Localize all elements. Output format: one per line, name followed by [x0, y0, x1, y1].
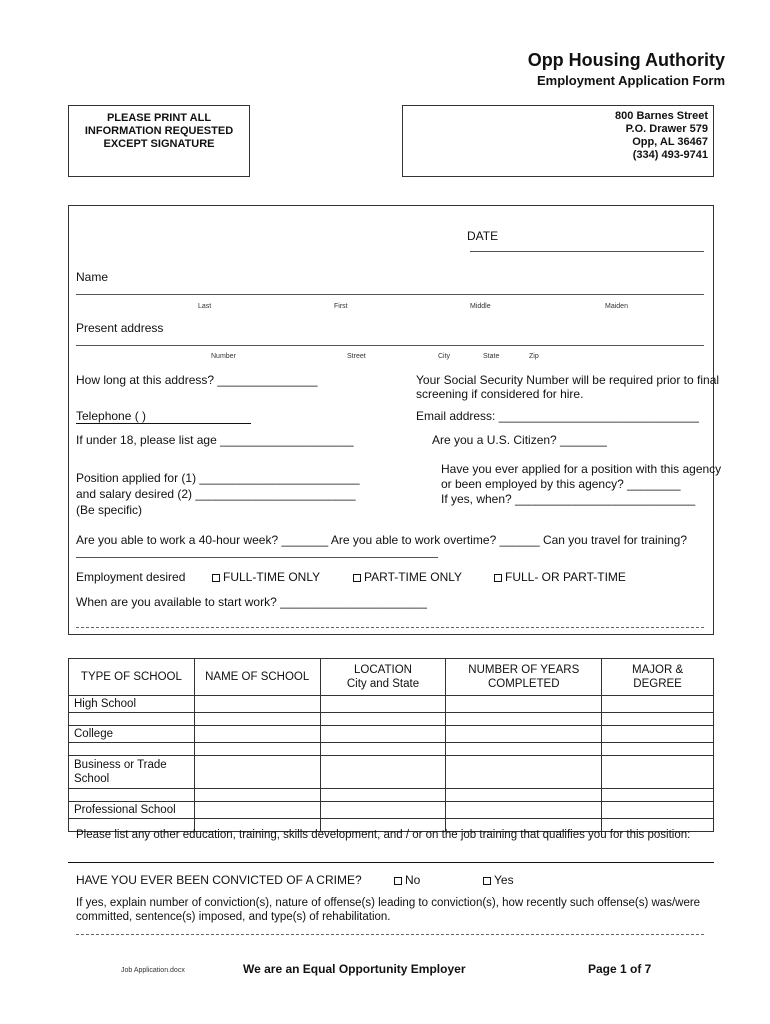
table-cell[interactable]	[602, 756, 714, 789]
address-part-city: City	[438, 353, 451, 360]
education-table	[68, 658, 714, 832]
table-cell[interactable]	[69, 789, 195, 802]
crime-explain-field[interactable]	[76, 934, 704, 935]
work-questions[interactable]: Are you able to work a 40-hour week? _______ Are you able to work overtime? ______ Can you travel for training?	[76, 533, 688, 547]
header-name-of-school: NAME OF SCHOOL	[194, 659, 320, 696]
table-cell[interactable]	[446, 743, 602, 756]
crime-no-option[interactable]: No	[394, 873, 420, 887]
header-type-of-school: TYPE OF SCHOOL	[69, 659, 195, 696]
telephone-label: Telephone ( )	[76, 409, 147, 423]
table-cell[interactable]	[194, 726, 320, 743]
table-cell[interactable]	[69, 713, 195, 726]
date-label: DATE	[467, 229, 499, 243]
checkbox-icon[interactable]	[494, 574, 502, 582]
table-cell[interactable]	[320, 696, 446, 713]
table-cell[interactable]	[602, 743, 714, 756]
full-time-option[interactable]: FULL-TIME ONLY	[212, 570, 320, 584]
header-years-completed: NUMBER OF YEARS COMPLETED	[446, 659, 602, 696]
employed-before-field[interactable]: or been employed by this agency? ________	[441, 477, 681, 491]
name-part-first: First	[334, 303, 348, 310]
applied-when-field[interactable]: If yes, when? ___________________________	[441, 492, 696, 506]
position-block	[76, 470, 360, 518]
table-cell[interactable]	[194, 696, 320, 713]
telephone-field[interactable]	[76, 423, 251, 424]
address-box	[402, 105, 714, 177]
school-type-professional: Professional School	[69, 802, 195, 819]
table-row[interactable]	[69, 743, 714, 756]
school-type-high-school: High School	[69, 696, 195, 713]
table-cell[interactable]	[446, 713, 602, 726]
address-part-number: Number	[211, 353, 236, 360]
footer-page-number: Page 1 of 7	[588, 962, 652, 976]
print-notice-box	[68, 105, 250, 177]
applied-before-question: Have you ever applied for a position with this agency	[441, 462, 722, 476]
table-cell[interactable]	[602, 696, 714, 713]
header-major-degree: MAJOR & DEGREE	[602, 659, 714, 696]
checkbox-icon[interactable]	[353, 574, 361, 582]
table-cell[interactable]	[602, 726, 714, 743]
address-line: Opp, AL 36467	[632, 136, 708, 148]
table-cell[interactable]	[320, 756, 446, 789]
school-type-college: College	[69, 726, 195, 743]
be-specific-note: (Be specific)	[76, 503, 143, 517]
address-part-zip: Zip	[529, 353, 539, 360]
other-education-prompt: Please list any other education, training, skills development, and / or on the job training that qualifies you for this position:	[76, 829, 691, 841]
ssn-notice-line: screening if considered for hire.	[416, 387, 584, 401]
applied-before-block	[441, 462, 721, 507]
address-line: (334) 493-9741	[632, 149, 708, 161]
address-label: Present address	[76, 321, 164, 335]
footer-eoe: We are an Equal Opportunity Employer	[243, 962, 466, 976]
footer-filename: Job Application.docx	[121, 967, 185, 974]
citizen-field[interactable]: Are you a U.S. Citizen? _______	[432, 433, 607, 447]
table-cell[interactable]	[602, 802, 714, 819]
table-cell[interactable]	[320, 713, 446, 726]
crime-explain	[76, 896, 700, 924]
part-time-option[interactable]: PART-TIME ONLY	[353, 570, 462, 584]
other-education-field[interactable]	[68, 862, 714, 863]
table-row[interactable]	[69, 713, 714, 726]
checkbox-icon[interactable]	[394, 877, 402, 885]
checkbox-icon[interactable]	[483, 877, 491, 885]
form-title: Employment Application Form	[536, 73, 725, 88]
crime-explain-line: committed, sentence(s) imposed, and type(s) of rehabilitation.	[76, 911, 391, 923]
under-18-field[interactable]: If under 18, please list age ____________________	[76, 433, 354, 447]
table-cell[interactable]	[194, 802, 320, 819]
table-row[interactable]	[69, 802, 714, 819]
email-field[interactable]: Email address: ______________________________	[416, 409, 699, 423]
crime-explain-line: If yes, explain number of conviction(s), nature of offense(s) leading to conviction(s), how recently such offense(s) was/were	[76, 897, 701, 909]
name-part-maiden: Maiden	[605, 303, 628, 310]
start-work-field[interactable]: When are you available to start work? ______________________	[76, 595, 427, 609]
name-part-last: Last	[198, 303, 212, 310]
table-cell[interactable]	[320, 789, 446, 802]
name-field[interactable]	[76, 294, 704, 295]
address-line: 800 Barnes Street	[615, 110, 708, 122]
full-or-part-time-option[interactable]: FULL- OR PART-TIME	[494, 570, 626, 584]
address-part-state: State	[483, 353, 500, 360]
table-cell[interactable]	[446, 789, 602, 802]
start-work-line[interactable]	[76, 627, 704, 628]
table-cell[interactable]	[69, 743, 195, 756]
table-cell[interactable]	[320, 743, 446, 756]
table-cell[interactable]	[446, 696, 602, 713]
name-label: Name	[76, 270, 109, 284]
school-type-business-trade: Business or Trade School	[69, 756, 195, 789]
ssn-notice-line: Your Social Security Number will be required prior to final	[416, 373, 720, 387]
org-title: Opp Housing Authority	[527, 50, 725, 70]
table-header-row	[69, 659, 714, 696]
table-row[interactable]	[69, 756, 714, 789]
table-cell[interactable]	[194, 756, 320, 789]
print-notice-line: EXCEPT SIGNATURE	[103, 138, 215, 150]
table-cell[interactable]	[602, 713, 714, 726]
table-cell[interactable]	[446, 756, 602, 789]
crime-yes-option[interactable]: Yes	[483, 873, 514, 887]
employment-desired-label: Employment desired	[76, 570, 186, 584]
table-row[interactable]	[69, 726, 714, 743]
address-line: P.O. Drawer 579	[625, 123, 708, 135]
date-field[interactable]	[470, 251, 704, 252]
position-field[interactable]: Position applied for (1) ________________________	[76, 471, 360, 485]
table-cell[interactable]	[446, 802, 602, 819]
print-notice-line: PLEASE PRINT ALL	[106, 112, 212, 124]
address-part-street: Street	[347, 353, 366, 360]
table-cell[interactable]	[194, 713, 320, 726]
table-cell[interactable]	[194, 743, 320, 756]
table-cell[interactable]	[194, 789, 320, 802]
name-part-middle: Middle	[470, 303, 491, 310]
travel-answer-field[interactable]	[76, 557, 438, 558]
print-notice-line: INFORMATION REQUESTED	[84, 125, 234, 137]
header-location: LOCATION City and State	[320, 659, 446, 696]
table-row[interactable]	[69, 789, 714, 802]
salary-field[interactable]: and salary desired (2) ________________________	[76, 487, 356, 501]
checkbox-icon[interactable]	[212, 574, 220, 582]
ssn-notice	[416, 373, 719, 401]
how-long-field[interactable]: How long at this address? _______________	[76, 373, 318, 387]
table-cell[interactable]	[602, 789, 714, 802]
table-row[interactable]	[69, 696, 714, 713]
crime-question: HAVE YOU EVER BEEN CONVICTED OF A CRIME?	[76, 873, 362, 887]
table-cell[interactable]	[446, 726, 602, 743]
table-cell[interactable]	[320, 726, 446, 743]
table-cell[interactable]	[320, 802, 446, 819]
address-field[interactable]	[76, 345, 704, 346]
